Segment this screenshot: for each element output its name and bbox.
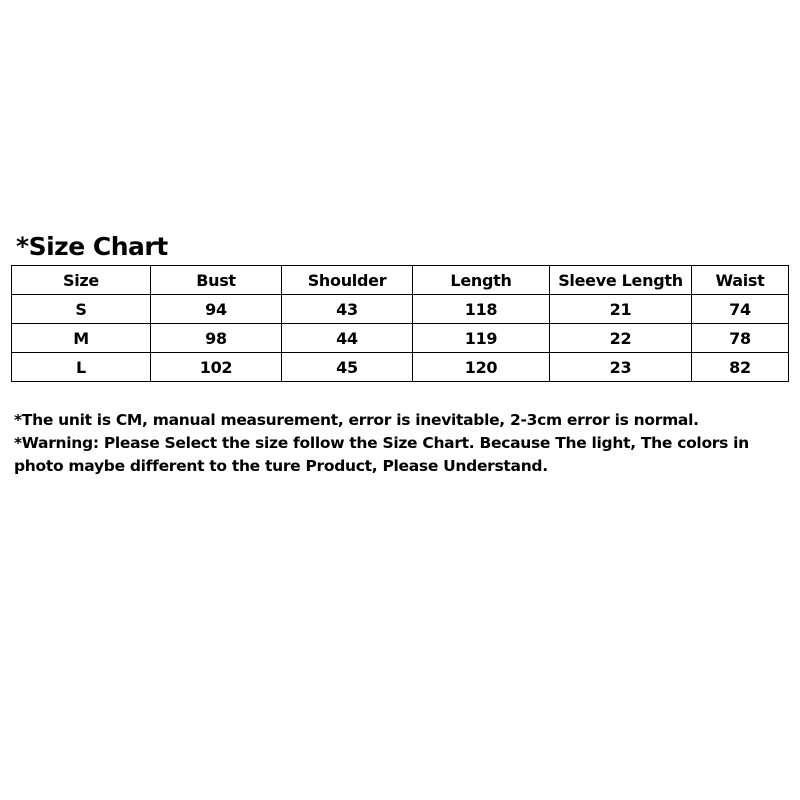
cell-size: S: [12, 295, 151, 324]
header-size: Size: [12, 266, 151, 295]
cell-sleeve-length: 22: [550, 324, 692, 353]
cell-shoulder: 43: [282, 295, 413, 324]
cell-length: 120: [413, 353, 550, 382]
size-chart-table: [11, 265, 789, 382]
cell-bust: 102: [151, 353, 282, 382]
cell-bust: 94: [151, 295, 282, 324]
cell-sleeve-length: 23: [550, 353, 692, 382]
header-bust: Bust: [151, 266, 282, 295]
cell-length: 118: [413, 295, 550, 324]
table-header-row: [12, 266, 789, 295]
cell-sleeve-length: 21: [550, 295, 692, 324]
cell-shoulder: 44: [282, 324, 413, 353]
cell-waist: 82: [692, 353, 789, 382]
warning-note: *Warning: Please Select the size follow the Size Chart. Because The light, The colors in photo maybe different to the ture Product, Please Understand.: [14, 434, 749, 475]
cell-waist: 78: [692, 324, 789, 353]
header-sleeve-length: Sleeve Length: [550, 266, 692, 295]
unit-note: *The unit is CM, manual measurement, error is inevitable, 2-3cm error is normal.: [14, 411, 699, 429]
size-chart-title: *Size Chart: [16, 232, 168, 261]
header-length: Length: [413, 266, 550, 295]
table-row: [12, 353, 789, 382]
table-row: [12, 324, 789, 353]
cell-waist: 74: [692, 295, 789, 324]
cell-size: L: [12, 353, 151, 382]
cell-bust: 98: [151, 324, 282, 353]
table-row: [12, 295, 789, 324]
cell-shoulder: 45: [282, 353, 413, 382]
cell-length: 119: [413, 324, 550, 353]
cell-size: M: [12, 324, 151, 353]
notes-section: [14, 409, 794, 478]
header-shoulder: Shoulder: [282, 266, 413, 295]
header-waist: Waist: [692, 266, 789, 295]
